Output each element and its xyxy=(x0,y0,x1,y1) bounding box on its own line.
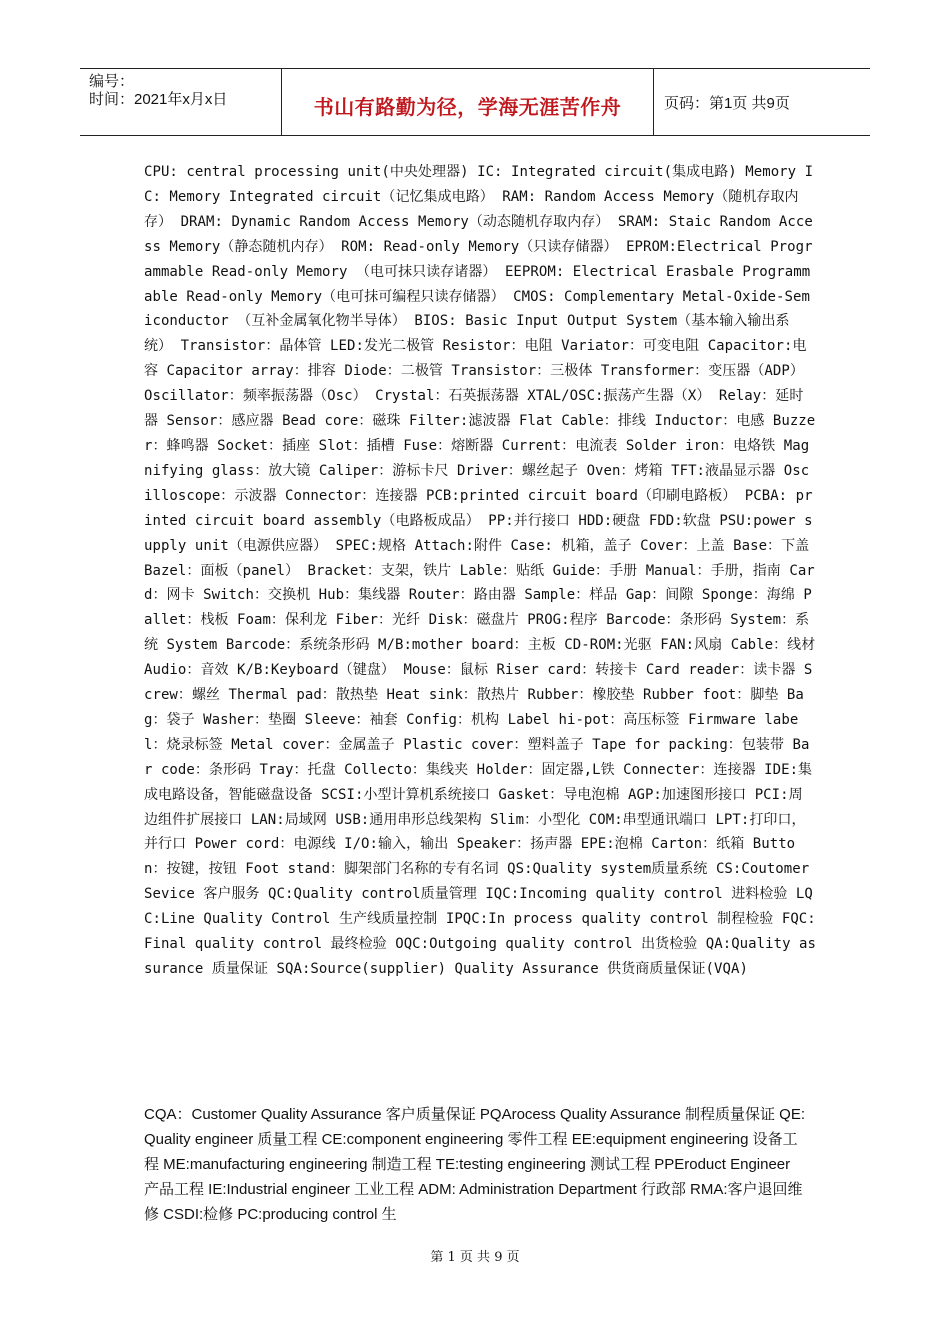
page-footer: 第 1 页 共 9 页 xyxy=(430,1250,520,1265)
header-motto-cell xyxy=(282,69,654,135)
header-page-cell xyxy=(654,69,870,135)
glossary-paragraph-sans: CQA：Customer Quality Assurance 客户质量保证 PQArocess Quality Assurance 制程质量保证 QE:Quality engineer 质量工程 CE:component engineering 零件工程 EE:equipment engineering 设备工程 ME:manufacturing engineering 制造工程 TE:testing engineering 测试工程 PPEroduct Engineer 产品工程 IE:Industrial engineer 工业工程 ADM: Administration Department 行政部 RMA:客户退回维修 CSDI:检修 PC:producing control 生 xyxy=(144,1106,806,1223)
document-time-label: 时间：2021年x月x日 xyxy=(89,91,228,108)
document-header xyxy=(80,68,870,136)
document-number-label: 编号： xyxy=(89,73,135,90)
header-meta-cell xyxy=(80,69,282,135)
glossary-paragraph-monospace: CPU: central processing unit(中央处理器) IC: Integrated circuit(集成电路) Memory IC: Memory Integrated circuit（记忆集成电路） RAM: Random Access Memory（随机存取内存） DRAM: Dynamic Random Access Memory（动态随机存取内存） SRAM: Staic Random Access Memory（静态随机内存） ROM: Read-only Memory（只读存储器） EPROM:Electrical Programmable Read-only Memory （电可抹只读存诸器） EEPROM: Electrical Erasbale Programmable Read-only Memory（电可抹可编程只读存储器） CMOS: Complementary Metal-Oxide-Semiconductor （互补金属氧化物半导体） BIOS: Basic Input Output System（基本输入输出系统） Transistor：晶体管 LED:发光二极管 Resistor：电阻 Variator：可变电阻 Capacitor:电容 Capacitor array：排容 Diode：二极管 Transistor：三极体 Transformer：变压器（ADP） Oscillator：频率振荡器（Osc） Crystal：石英振荡器 XTAL/OSC:振荡产生器（X） Relay：延时器 Sensor：感应器 Bead core：磁珠 Filter:滤波器 Flat Cable：排线 Inductor：电感 Buzzer：蜂鸣器 Socket：插座 Slot：插槽 Fuse：熔断器 Current：电流表 Solder iron：电烙铁 Magnifying glass：放大镜 Caliper：游标卡尺 Driver：螺丝起子 Oven：烤箱 TFT:液晶显示器 Oscilloscope：示波器 Connector：连接器 PCB:printed circuit board（印刷电路板） PCBA: printed circuit board assembly（电路板成品） PP:并行接口 HDD:硬盘 FDD:软盘 PSU:power supply unit（电源供应器） SPEC:规格 Attach:附件 Case: 机箱，盖子 Cover：上盖 Base：下盖 Bazel：面板（panel） Bracket：支架，铁片 Lable：贴纸 Guide：手册 Manual：手册，指南 Card：网卡 Switch：交换机 Hub：集线器 Router：路由器 Sample：样品 Gap：间隙 Sponge：海绵 Pallet：栈板 Foam：保利龙 Fiber：光纤 Disk：磁盘片 PROG:程序 Barcode：条形码 System：系统 System Barcode：系统条形码 M/B:mother board：主板 CD-ROM:光驱 FAN:风扇 Cable：线材 Audio：音效 K/B:Keyboard（键盘） Mouse：鼠标 Riser card：转接卡 Card reader：读卡器 Screw：螺丝 Thermal pad：散热垫 Heat sink：散热片 Rubber：橡胶垫 Rubber foot：脚垫 Bag：袋子 Washer：垫圈 Sleeve：袖套 Config：机构 Label hi-pot：高压标签 Firmware label：烧录标签 Metal cover：金属盖子 Plastic cover：塑料盖子 Tape for packing：包装带 Bar code：条形码 Tray：托盘 Collecto：集线夹 Holder：固定器,L铁 Connecter：连接器 IDE:集成电路设备，智能磁盘设备 SCSI:小型计算机系统接口 Gasket：导电泡棉 AGP:加速图形接口 PCI:周边组件扩展接口 LAN:局域网 USB:通用串形总线架构 Slim：小型化 COM:串型通讯端口 LPT:打印口，并行口 Power cord：电源线 I/O:输入，输出 Speaker：扬声器 EPE:泡棉 Carton：纸箱 Button：按键，按钮 Foot stand：脚架部门名称的专有名词 QS:Quality system质量系统 CS:Coutomer Sevice 客户服务 QC:Quality control质量管理 IQC:Incoming quality control 进料检验 LQC:Line Quality Control 生产线质量控制 IPQC:In process quality control 制程检验 FQC:Final quality control 最终检验 OQC:Outgoing quality control 出货检验 QA:Quality assurance 质量保证 SQA:Source(supplier) Quality Assurance 供货商质量保证(VQA) xyxy=(144,164,816,977)
header-motto: 书山有路勤为径，学海无涯苦作舟 xyxy=(313,94,622,119)
header-page-label: 页码：第1页 共9页 xyxy=(664,94,790,112)
